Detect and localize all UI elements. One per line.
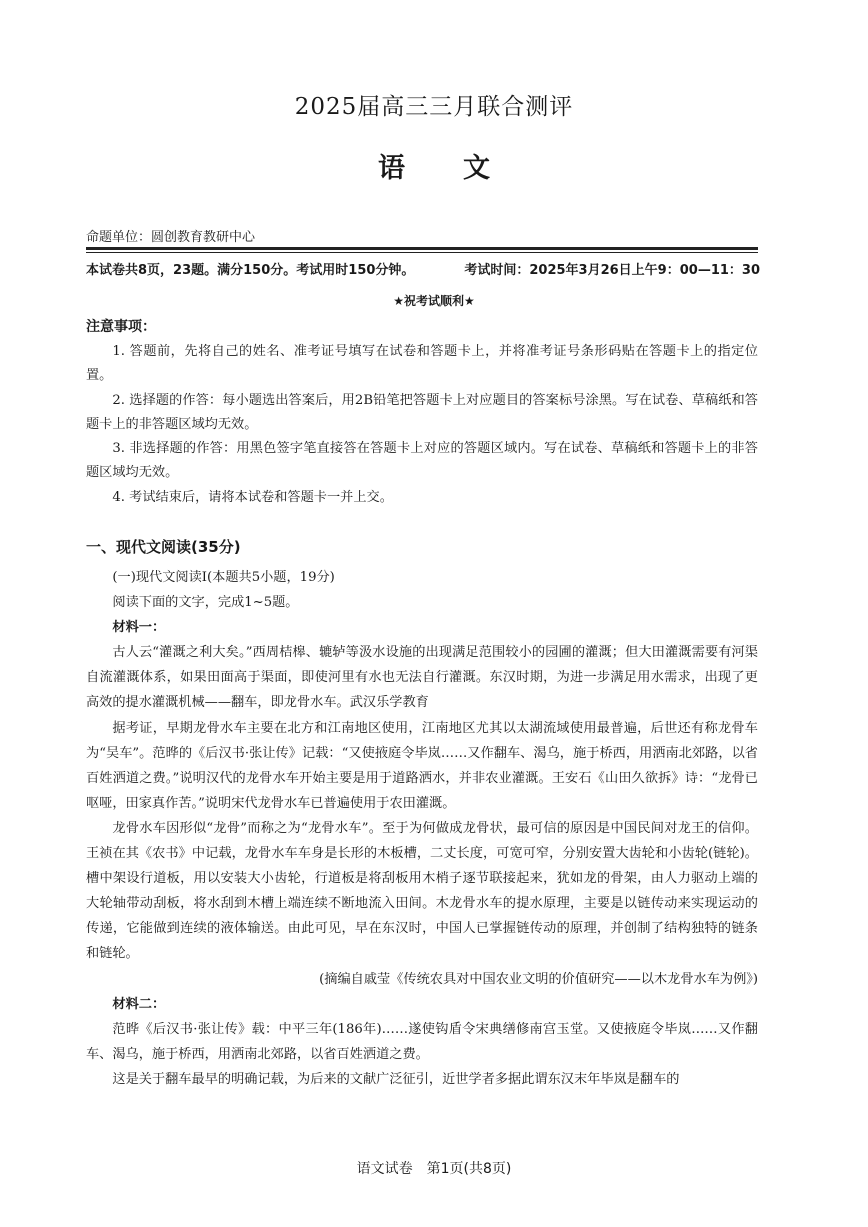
notice-heading: 注意事项： xyxy=(86,319,156,335)
notice-item: 2. 选择题的作答：每小题选出答案后，用2B铅笔把答题卡上对应题目的答案标号涂黑。写在试卷、草稿纸和答题卡上的非答题区域均无效。 xyxy=(86,392,758,432)
notice-item: 1. 答题前，先将自己的姓名、准考证号填写在试卷和答题卡上，并将准考证号条形码贴在答题卡上的指定位置。 xyxy=(86,344,758,384)
header-rule-thick xyxy=(86,247,758,250)
instruction: 阅读下面的文字，完成1~5题。 xyxy=(112,595,299,611)
material1-source: (摘编自戚莹《传统农具对中国农业文明的价值研究——以木龙骨水车为例》) xyxy=(319,971,758,987)
notice-item: 3. 非选择题的作答：用黑色签字笔直接答在答题卡上对应的答题区域内。写在试卷、草稿纸和答题卡上的非答题区域均无效。 xyxy=(86,441,758,481)
exam-title: 2025届高三三月联合测评 xyxy=(294,94,574,120)
subject-title: 语文 xyxy=(378,153,548,184)
material2-paragraph: 范晔《后汉书·张让传》载：中平三年(186年)……遂使钩盾令宋典缮修南宫玉堂。又使掖庭令毕岚……又作翻车、渴乌，施于桥西，用洒南北郊路，以省百姓洒道之费。 xyxy=(86,1021,758,1062)
good-luck-line: ★祝考试顺利★ xyxy=(393,294,475,308)
material2-paragraph: 这是关于翻车最早的明确记载，为后来的文献广泛征引，近世学者多据此谓东汉末年毕岚是翻车的 xyxy=(112,1071,680,1087)
reading-body xyxy=(86,565,758,1092)
material1-paragraph: 古人云“灌溉之利大矣。”西周桔槔、辘轳等汲水设施的出现满足范围较小的园圃的灌溉；但大田灌溉需要有河渠自流灌溉体系，如果田面高于渠面，即使河里有水也无法自行灌溉。东汉时期，为进一步满足用水需求，出现了更高效的提水灌溉机械——翻车，即龙骨水车。武汉乐学教育 xyxy=(86,645,758,711)
page-footer: 语文试卷 第1页(共8页) xyxy=(356,1161,512,1177)
subsection-heading: (一)现代文阅读Ⅰ(本题共5小题，19分) xyxy=(112,570,335,585)
material1-paragraph: 龙骨水车因形似“龙骨”而称之为“龙骨水车”。至于为何做成龙骨状，最可信的原因是中国民间对龙王的信仰。王祯在其《农书》中记载，龙骨水车车身是长形的木板槽，二丈长度，可宽可窄，分别安置大齿轮和小齿轮(链轮)。槽中架设行道板，用以安装大小齿轮，行道板是将刮板用木梢子逐节联接起来，犹如龙的骨架，由人力驱动上端的大轮轴带动刮板，将水刮到木槽上端连续不断地流入田间。木龙骨水车的提水原理，主要是以链传动来实现运动的传递，它能做到连续的液体输送。由此可见，早在东汉时，中国人已掌握链传动的原理，并创制了结构独特的链条和链轮。 xyxy=(86,820,758,962)
material1-paragraph: 据考证，早期龙骨水车主要在北方和江南地区使用，江南地区尤其以太湖流域使用最普遍，后世还有称龙骨车为“吴车”。范晔的《后汉书·张让传》记载：“又使掖庭令毕岚……又作翻车、渴乌，施于桥西，用洒南北郊路，以省百姓洒道之费。”说明汉代的龙骨水车开始主要是用于道路洒水，并非农业灌溉。王安石《山田久欲拆》诗：“龙骨已呕哑，田家真作苦。”说明宋代龙骨水车已普遍使用于农田灌溉。 xyxy=(86,720,758,811)
section-heading: 一、现代文阅读(35分) xyxy=(86,538,241,556)
notice-item: 4. 考试结束后，请将本试卷和答题卡一并上交。 xyxy=(112,489,393,505)
header-rule-thin xyxy=(86,252,758,253)
material1-label: 材料一： xyxy=(112,620,166,636)
material2-label: 材料二： xyxy=(112,996,166,1012)
exam-info: 本试卷共8页，23题。满分150分。考试用时150分钟。 xyxy=(86,263,415,278)
notice-list xyxy=(86,340,758,510)
exam-time: 考试时间：2025年3月26日上午9：00—11：30 xyxy=(464,263,760,278)
compiling-unit: 命题单位：圆创教育教研中心 xyxy=(86,230,256,245)
